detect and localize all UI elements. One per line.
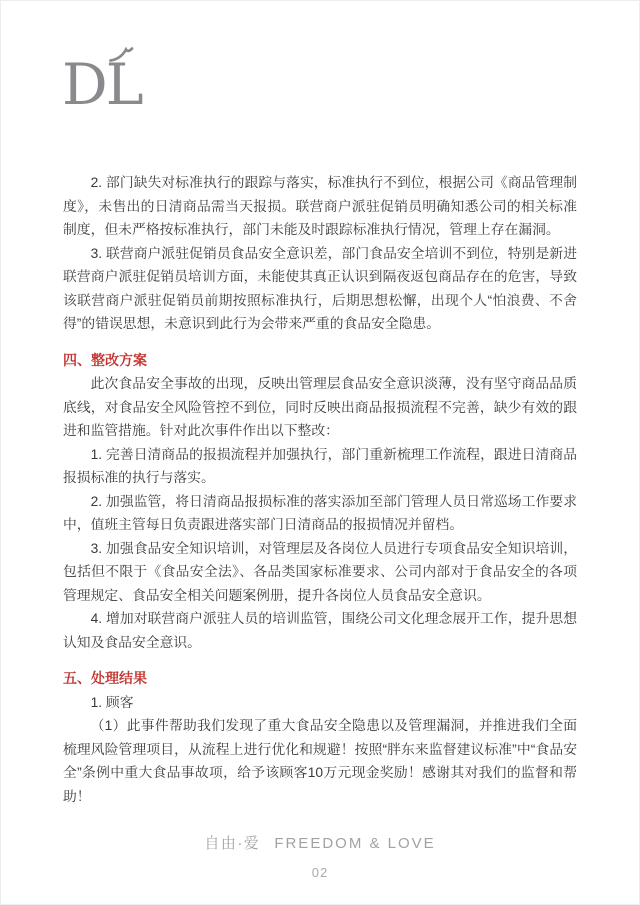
rectification-item-1: 1. 完善日清商品的报损流程并加强执行，部门重新梳理工作流程，跟进日清商品报损标准的执行与落实。	[63, 446, 577, 485]
page-number: 02	[311, 865, 329, 880]
section-title-rectification-plan: 四、整改方案	[63, 351, 147, 368]
section-title-handling-results: 五、处理结果	[63, 670, 147, 686]
rectification-item-3: 3. 加强食品安全知识培训，对管理层及各岗位人员进行专项食品安全知识培训，包括但不限于《食品安全法》、各品类国家标准要求、公司内部对于食品安全的各项管理规定、食品安全相关问题案例册，提升各岗位人员食品安全意识。	[63, 540, 577, 603]
brand-motto	[1, 834, 639, 854]
rectification-item-4: 4. 增加对联营商户派驻人员的培训监管，围绕公司文化理念展开工作，提升思想认知及食品安全意识。	[63, 611, 577, 650]
motto-english: FREEDOM & LOVE	[274, 835, 436, 852]
page-footer	[1, 834, 639, 880]
logo-text: DL	[62, 52, 142, 118]
paragraph-finding-2: 2. 部门缺失对标准执行的跟踪与落实，标准执行不到位，根据公司《商品管理制度》，未售出的日清商品需当天报损。联营商户派驻促销员明确知悉公司的相关标准制度，但未严格按标准执行，部门未能及时跟踪标准执行情况，管理上存在漏洞。	[63, 175, 577, 237]
rectification-item-2: 2. 加强监管，将日清商品报损标准的落实添加至部门管理人员日常巡场工作要求中，值班主管每日负责跟进落实部门日清商品的报损情况并留档。	[63, 493, 577, 532]
logo-accent-swoosh-icon	[109, 46, 134, 63]
results-subheading-customer: 1. 顾客	[90, 694, 134, 710]
document-body	[63, 171, 577, 808]
motto-chinese: 自由·爱	[204, 835, 261, 852]
results-item-1: （1）此事件帮助我们发现了重大食品安全隐患以及管理漏洞，并推进我们全面梳理风险管理项目，从流程上进行优化和规避！按照“胖东来监督建议标准”中“食品安全”条例中重大食品事故项，给予该顾客10万元现金奖励！感谢其对我们的监督和帮助！	[63, 718, 577, 804]
paragraph-finding-3: 3. 联营商户派驻促销员食品安全意识差，部门食品安全培训不到位，特别是新进联营商户派驻促销员培训方面，未能使其真正认识到隔夜返包商品存在的危害，导致该联营商户派驻促销员前期按照标准执行，后期思想松懈，出现个人“怕浪费、不舍得”的错误思想，未意识到此行为会带来严重的食品安全隐患。	[63, 245, 577, 331]
dl-logo	[62, 52, 142, 119]
rectification-intro: 此次食品安全事故的出现，反映出管理层食品安全意识淡薄，没有坚守商品品质底线，对食品安全风险管控不到位，同时反映出商品报损流程不完善，缺少有效的跟进和监管措施。针对此次事件作出以下整改：	[63, 376, 577, 438]
